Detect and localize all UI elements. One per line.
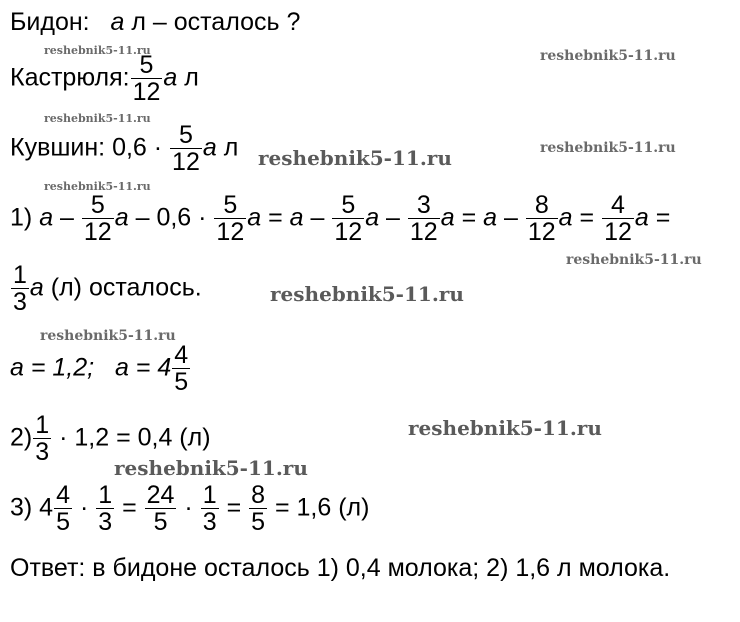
- line-step2: 2) $\frac{1}{3}$ · 1,2 = 0,4 (л): [10, 411, 211, 467]
- question-text: осталось ?: [173, 8, 301, 36]
- fraction: $\frac{24}{5}$: [146, 481, 175, 537]
- watermark: reshebnik5-11.ru: [540, 48, 676, 64]
- fraction: $\frac{5}{12}$: [172, 121, 200, 177]
- line-step1-cont: $\frac{1}{3}$ a (л) осталось.: [13, 261, 202, 317]
- fraction: $\frac{5}{12}$: [83, 191, 112, 247]
- fraction: $\frac{5}{12}$: [132, 51, 161, 107]
- fraction: $\frac{4}{5}$: [56, 481, 70, 537]
- fraction: $\frac{4}{5}$: [174, 341, 189, 397]
- fraction: $\frac{3}{12}$: [409, 191, 438, 247]
- label-kuvshin: Кувшин: 0,6 ·: [10, 133, 163, 162]
- fraction: $\frac{1}{3}$: [202, 481, 217, 537]
- line-step3: 3) 4 $\frac{4}{5}$ · $\frac{1}{3}$ = $\frac{24}{5}$ · $\frac{1}{3}$ = $\frac{8}{5}$ = 1,6 (л): [10, 481, 370, 537]
- watermark: reshebnik5-11.ru: [44, 112, 151, 125]
- watermark: reshebnik5-11.ru: [44, 180, 151, 193]
- watermark: reshebnik5-11.ru: [540, 140, 676, 156]
- watermark: reshebnik5-11.ru: [270, 282, 464, 306]
- line-kastryulya: Кастрюля: $\frac{5}{12}$ a л: [10, 51, 199, 107]
- line-a-values: a = 1,2; a = 4 $\frac{4}{5}$: [10, 341, 189, 397]
- label-kastryulya: Кастрюля:: [10, 63, 130, 92]
- fraction: $\frac{1}{3}$: [98, 481, 113, 537]
- watermark: reshebnik5-11.ru: [44, 44, 151, 57]
- watermark: reshebnik5-11.ru: [114, 456, 308, 480]
- unit: л: [131, 8, 146, 36]
- dash: –: [152, 8, 167, 36]
- watermark: reshebnik5-11.ru: [258, 146, 452, 170]
- line-bidon: [10, 10, 300, 35]
- line-kuvshin: Кувшин: 0,6 · $\frac{5}{12}$ a л: [10, 121, 239, 177]
- watermark: reshebnik5-11.ru: [566, 252, 702, 268]
- fraction: $\frac{8}{5}$: [251, 481, 266, 537]
- fraction: $\frac{1}{3}$: [35, 411, 50, 467]
- label-bidon: Бидон:: [10, 8, 90, 36]
- answer-line: Ответ: в бидоне осталось 1) 0,4 молока; 2) 1,6 л молока.: [10, 554, 671, 582]
- var-a: a: [110, 8, 125, 36]
- fraction: $\frac{5}{12}$: [334, 191, 363, 247]
- fraction: $\frac{4}{12}$: [604, 191, 632, 247]
- watermark: reshebnik5-11.ru: [40, 328, 176, 344]
- fraction: $\frac{8}{12}$: [527, 191, 556, 247]
- fraction: $\frac{5}{12}$: [216, 191, 245, 247]
- fraction: $\frac{1}{3}$: [13, 261, 27, 317]
- line-step1: 1) a – $\frac{5}{12}$ a – 0,6 · $\frac{5}{12}$ a = a – $\frac{5}{12}$ a – $\frac{3}{12}$ a = a – $\frac{8}{12}$ a = $\frac{4}{12}$ a =: [10, 191, 671, 247]
- watermark: reshebnik5-11.ru: [408, 416, 602, 440]
